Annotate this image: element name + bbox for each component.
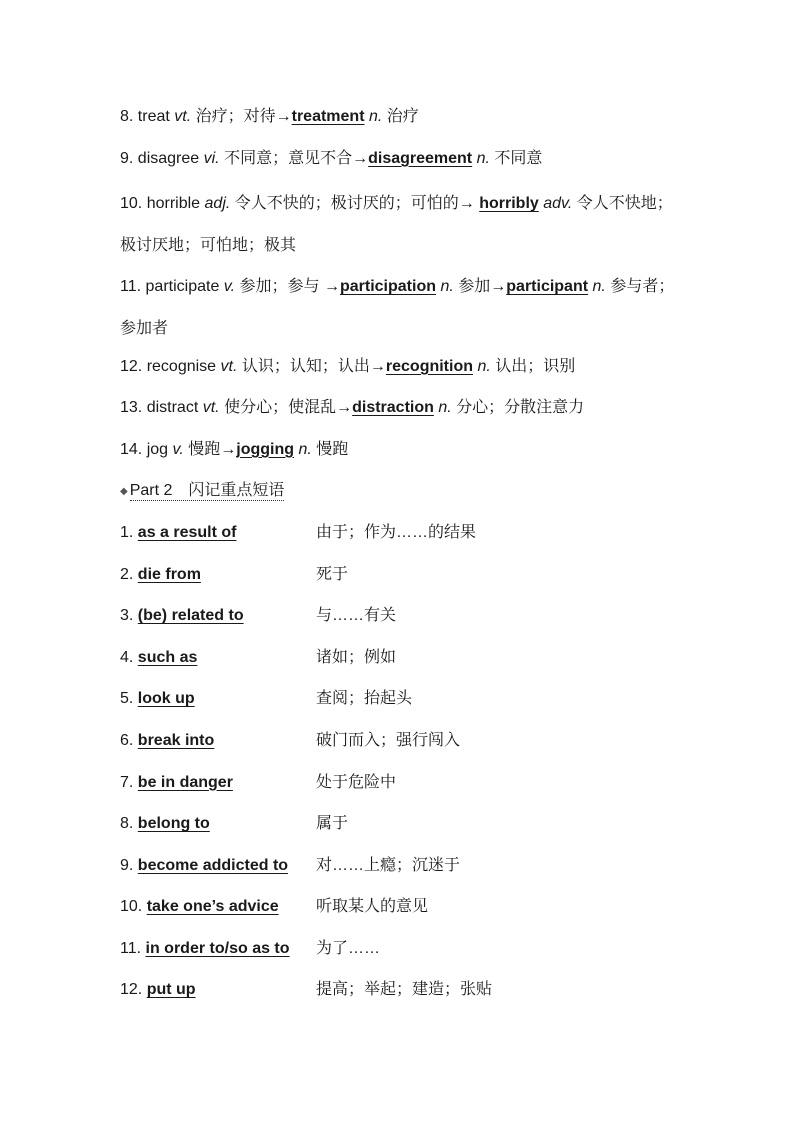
word-entry: 12. recognise vt. 认识；认知；认出→recognition n. 认出；识别 [120,357,576,375]
phrase-zh: 与……有关 [316,607,397,625]
word-entry: 14. jog v. 慢跑→jogging n. 慢跑 [120,440,349,458]
phrase-row: 7. be in danger 处于危险中 [120,766,680,808]
phrase-zh: 死于 [316,565,349,583]
section-heading [120,474,680,516]
phrase-zh: 为了…… [316,939,381,957]
word-entry: 10. horrible adj. 令人不快的；极讨厌的；可怕的→ horribly adv. 令人不快地；极讨厌地；可怕地；极其 [120,195,673,254]
section-title: Part 2 闪记重点短语 [129,482,285,500]
derived-word: disagreement [368,149,473,167]
phrase-en: such as [137,648,198,666]
phrase-en: die from [137,565,201,583]
phrase-row: 8. belong to 属于 [120,807,680,849]
phrase-zh: 属于 [316,815,349,833]
phrase-en: in order to/so as to [145,939,290,957]
derived-word: horribly [479,195,539,213]
word-entry: 11. participate v. 参加；参与 →participation n. 参加→participant n. 参与者；参加者 [120,278,675,337]
phrase-row: 2. die from 死于 [120,558,680,600]
derived-word: participation [339,278,436,296]
document-page [120,100,680,1015]
phrase-en: put up [146,981,196,999]
phrase-en: as a result of [137,523,237,541]
phrase-zh: 诸如；例如 [316,648,397,666]
phrase-en: be in danger [137,773,233,791]
derived-word: treatment [291,108,365,125]
phrase-row: 9. become addicted to 对……上瘾；沉迷于 [120,849,680,891]
phrase-zh: 提高；举起；建造；张贴 [316,981,493,999]
phrase-en: break into [137,731,215,749]
derived-word: distraction [352,399,434,417]
phrase-en: look up [137,690,195,708]
phrase-zh: 对……上瘾；沉迷于 [316,856,461,874]
phrase-en: (be) related to [137,607,244,625]
phrase-row: 4. such as 诸如；例如 [120,641,680,683]
word-entry: 13. distract vt. 使分心；使混乱→distraction n. 分心；分散注意力 [120,399,585,417]
phrase-row: 6. break into 破门而入；强行闯入 [120,724,680,766]
phrase-row: 11. in order to/so as to 为了…… [120,932,680,974]
phrase-row: 1. as a result of 由于；作为……的结果 [120,516,680,558]
phrase-zh: 处于危险中 [316,773,397,791]
derived-word: jogging [236,440,295,458]
diamond-icon: ◆ [120,486,128,498]
word-entry: 8. treat vt. 治疗；对待→treatment n. 治疗 [120,108,419,125]
phrase-row: 10. take one’s advice 听取某人的意见 [120,890,680,932]
phrase-en: take one’s advice [146,898,279,916]
phrase-zh: 由于；作为……的结果 [316,523,477,541]
phrase-zh: 听取某人的意见 [316,898,429,916]
phrase-zh: 破门而入；强行闯入 [316,731,461,749]
word-entry: 9. disagree vi. 不同意；意见不合→disagreement n. 不同意 [120,149,543,167]
derived-word: recognition [385,357,473,375]
phrase-row: 3. (be) related to 与……有关 [120,599,680,641]
derived-word: participant [506,278,589,296]
phrase-en: belong to [137,815,210,833]
phrase-row: 12. put up 提高；举起；建造；张贴 [120,973,680,1015]
phrase-row: 5. look up 查阅；抬起头 [120,682,680,724]
phrase-en: become addicted to [137,856,289,874]
phrase-zh: 查阅；抬起头 [316,690,413,708]
